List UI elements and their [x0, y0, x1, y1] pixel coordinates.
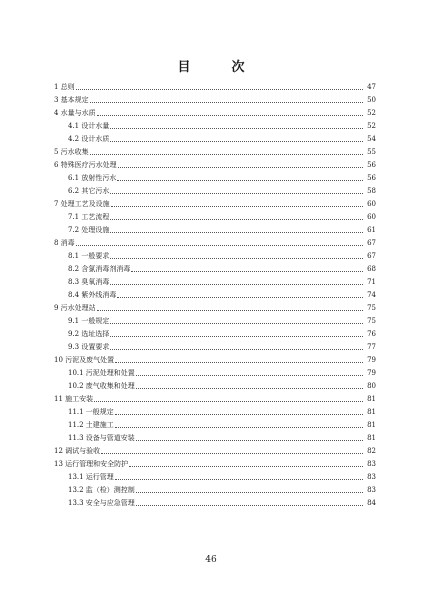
toc-entry-label: 9.2 选址选择 — [68, 330, 110, 338]
toc-leader-dots — [136, 388, 363, 389]
toc-entry-label: 8.1 一般要求 — [68, 252, 110, 260]
toc-entry-label: 11.2 土建施工 — [68, 421, 114, 429]
toc-leader-dots — [129, 466, 363, 467]
toc-entry-label: 13.1 运行管理 — [68, 473, 114, 481]
toc-leader-dots — [110, 349, 363, 350]
toc-entry-label: 6.2 其它污水 — [68, 187, 110, 195]
toc-entry-page: 83 — [367, 473, 376, 481]
toc-entry-page: 47 — [367, 83, 376, 91]
toc-leader-dots — [97, 115, 363, 116]
toc-entry-page: 75 — [367, 317, 376, 325]
toc-entry — [54, 274, 376, 287]
toc-entry-page: 50 — [367, 96, 376, 104]
toc-entry-label: 6 特殊医疗污水处理 — [54, 161, 117, 169]
toc-entry — [54, 183, 376, 196]
toc-entry-label: 11.3 设备与管道安装 — [68, 434, 135, 442]
toc-entry-page: 67 — [367, 239, 376, 247]
page-title: 目 次 — [177, 60, 259, 75]
toc-entry — [54, 300, 376, 313]
toc-entry — [54, 131, 376, 144]
toc-entry-label: 13 运行管理和安全防护 — [54, 460, 129, 468]
toc-entry — [54, 287, 376, 300]
toc-entry-label: 9.1 一般规定 — [68, 317, 110, 325]
toc-entry-page: 82 — [367, 447, 376, 455]
toc-entry-label: 4.2 设计水质 — [68, 135, 110, 143]
toc-entry-label: 6.1 放射性污水 — [68, 174, 117, 182]
toc-entry-label: 4.1 设计水量 — [68, 122, 110, 130]
toc-entry-label: 5 污水收集 — [54, 148, 89, 156]
toc-entry — [54, 209, 376, 222]
toc-entry-page: 61 — [367, 226, 376, 234]
toc-entry — [54, 144, 376, 157]
toc-leader-dots — [115, 479, 363, 480]
toc-leader-dots — [118, 167, 363, 168]
toc-leader-dots — [110, 284, 363, 285]
toc-entry — [54, 495, 376, 508]
toc-leader-dots — [115, 427, 363, 428]
toc-leader-dots — [110, 141, 363, 142]
toc-entry — [54, 196, 376, 209]
toc-entry-label: 7.2 处理设施 — [68, 226, 110, 234]
toc-entry-page: 83 — [367, 486, 376, 494]
toc-entry — [54, 170, 376, 183]
toc-entry-page: 71 — [367, 278, 376, 286]
toc-leader-dots — [90, 102, 363, 103]
toc-entry-page: 84 — [367, 499, 376, 507]
toc-entry-label: 13.3 安全与应急管理 — [68, 499, 135, 507]
toc-entry-page: 81 — [367, 434, 376, 442]
toc-entry-label: 8.4 紫外线消毒 — [68, 291, 117, 299]
toc-leader-dots — [136, 505, 363, 506]
toc-entry-page: 58 — [367, 187, 376, 195]
toc-entry — [54, 313, 376, 326]
toc-leader-dots — [117, 180, 363, 181]
toc-entry-page: 56 — [367, 161, 376, 169]
toc-entry-page: 75 — [367, 304, 376, 312]
toc-entry — [54, 391, 376, 404]
toc-entry — [54, 339, 376, 352]
toc-entry — [54, 326, 376, 339]
toc-entry — [54, 404, 376, 417]
toc-entry-label: 8.3 臭氧消毒 — [68, 278, 110, 286]
toc-entry — [54, 105, 376, 118]
toc-entry — [54, 352, 376, 365]
toc-leader-dots — [111, 206, 363, 207]
toc-entry-label: 10.2 废气收集和处理 — [68, 382, 135, 390]
toc-leader-dots — [94, 401, 363, 402]
toc-entry-page: 79 — [367, 356, 376, 364]
toc-leader-dots — [110, 323, 363, 324]
toc-entry — [54, 443, 376, 456]
toc-entry-label: 4 水量与水质 — [54, 109, 96, 117]
toc-leader-dots — [76, 245, 363, 246]
toc-leader-dots — [136, 440, 363, 441]
toc-entry-label: 11 施工安装 — [54, 395, 94, 403]
toc-entry-page: 52 — [367, 109, 376, 117]
toc-entry-label: 8 消毒 — [54, 239, 75, 247]
toc-leader-dots — [115, 362, 363, 363]
toc-entry — [54, 118, 376, 131]
toc-entry-label: 9.3 设置要求 — [68, 343, 110, 351]
toc-entry-label: 8.2 含氯消毒剂消毒 — [68, 265, 131, 273]
toc-entry-page: 81 — [367, 395, 376, 403]
toc-entry-page: 74 — [367, 291, 376, 299]
toc-leader-dots — [110, 336, 363, 337]
toc-entry — [54, 417, 376, 430]
toc-entry-page: 81 — [367, 421, 376, 429]
toc-entry-label: 1 总则 — [54, 83, 75, 91]
toc-entry-page: 60 — [367, 200, 376, 208]
toc-entry-page: 81 — [367, 408, 376, 416]
toc-entry — [54, 235, 376, 248]
toc-entry-page: 80 — [367, 382, 376, 390]
toc-entry-page: 60 — [367, 213, 376, 221]
toc-leader-dots — [110, 128, 363, 129]
toc-entry-label: 7 处理工艺及设施 — [54, 200, 110, 208]
toc-entry-label: 13.2 监（检）测控制 — [68, 486, 135, 494]
toc-entry — [54, 248, 376, 261]
toc-entry-label: 11.1 一般规定 — [68, 408, 114, 416]
table-of-contents — [54, 79, 376, 508]
toc-entry-label: 7.1 工艺流程 — [68, 213, 110, 221]
toc-leader-dots — [136, 492, 363, 493]
toc-entry-page: 55 — [367, 148, 376, 156]
toc-leader-dots — [101, 453, 363, 454]
toc-entry-page: 83 — [367, 460, 376, 468]
toc-entry-label: 3 基本规定 — [54, 96, 89, 104]
toc-leader-dots — [97, 310, 363, 311]
toc-entry — [54, 456, 376, 469]
toc-entry-page: 76 — [367, 330, 376, 338]
toc-leader-dots — [136, 375, 363, 376]
toc-entry-page: 79 — [367, 369, 376, 377]
toc-leader-dots — [90, 154, 363, 155]
toc-leader-dots — [110, 219, 363, 220]
toc-entry-page: 68 — [367, 265, 376, 273]
toc-entry — [54, 469, 376, 482]
toc-leader-dots — [76, 89, 363, 90]
toc-entry-page: 56 — [367, 174, 376, 182]
toc-entry — [54, 79, 376, 92]
page-number: 46 — [205, 555, 217, 565]
toc-entry-page: 77 — [367, 343, 376, 351]
toc-entry-label: 10.1 污泥处理和处置 — [68, 369, 135, 377]
toc-entry — [54, 222, 376, 235]
toc-entry — [54, 482, 376, 495]
toc-leader-dots — [110, 258, 363, 259]
toc-entry-page: 54 — [367, 135, 376, 143]
toc-entry-page: 67 — [367, 252, 376, 260]
toc-entry-label: 12 调试与验收 — [54, 447, 101, 455]
toc-entry — [54, 378, 376, 391]
toc-leader-dots — [115, 414, 363, 415]
toc-entry-label: 9 污水处理站 — [54, 304, 96, 312]
toc-entry-page: 52 — [367, 122, 376, 130]
toc-entry — [54, 365, 376, 378]
toc-leader-dots — [110, 193, 363, 194]
toc-leader-dots — [131, 271, 363, 272]
toc-entry — [54, 261, 376, 274]
toc-entry — [54, 157, 376, 170]
toc-leader-dots — [110, 232, 363, 233]
toc-entry — [54, 430, 376, 443]
toc-leader-dots — [117, 297, 363, 298]
toc-entry-label: 10 污泥及废气处置 — [54, 356, 115, 364]
toc-entry — [54, 92, 376, 105]
